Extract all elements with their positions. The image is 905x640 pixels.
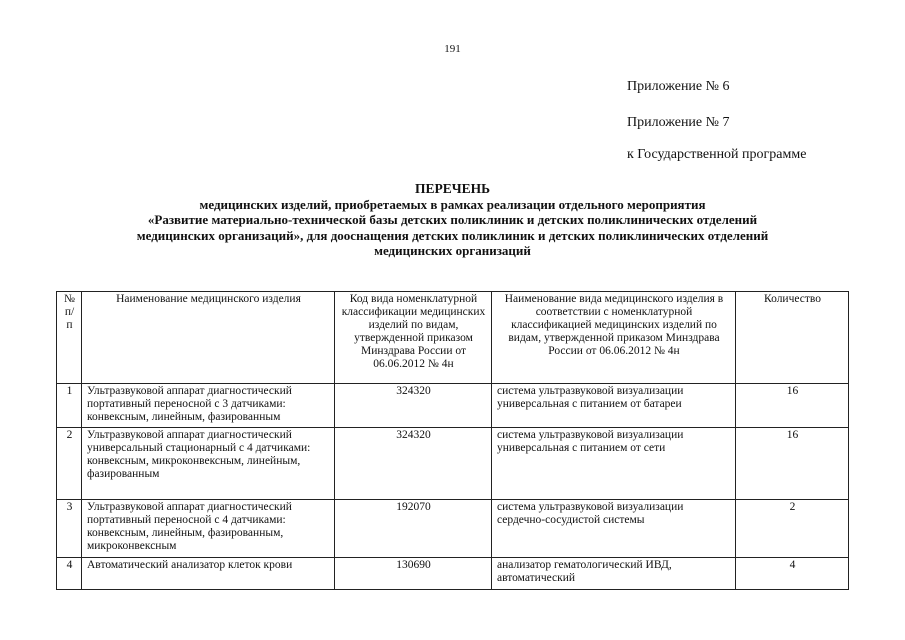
row-num: 4 xyxy=(57,558,82,590)
row-code: 130690 xyxy=(335,558,492,590)
appendix-line-1: Приложение № 6 xyxy=(627,79,730,94)
table-header-row xyxy=(57,292,849,384)
row-type: система ультразвуковой визуализации универсальная с питанием от сети xyxy=(492,428,736,500)
row-code: 324320 xyxy=(335,428,492,500)
header-device-name: Наименование медицинского изделия xyxy=(82,292,335,384)
header-code: Код вида номенклатурной классификации медицинских изделий по видам, утвержденной приказом Минздрава России от 06.06.2012 № 4н xyxy=(335,292,492,384)
title-line-2: «Развитие материально-технической базы детских поликлиник и детских поликлинических отделений xyxy=(147,212,758,227)
title-line-1: медицинских изделий, приобретаемых в рамках реализации отдельного мероприятия xyxy=(199,196,706,212)
row-type: система ультразвуковой визуализации сердечно-сосудистой системы xyxy=(492,500,736,558)
row-quantity: 2 xyxy=(736,500,849,558)
row-code: 324320 xyxy=(335,384,492,428)
row-num: 2 xyxy=(57,428,82,500)
table-row xyxy=(57,558,849,590)
appendix-line-3: к Государственной программе xyxy=(627,147,807,162)
header-num: № п/п xyxy=(57,292,82,384)
devices-table xyxy=(56,291,849,590)
document-title xyxy=(60,181,845,259)
header-type: Наименование вида медицинского изделия в соответствии с номенклатурной классификацией медицинских изделий по видам, утвержденной приказом Минздрава России от 06.06.2012 № 4н xyxy=(492,292,736,384)
title-line-4: медицинских организаций xyxy=(374,243,531,258)
row-type: система ультразвуковой визуализации универсальная с питанием от батареи xyxy=(492,384,736,428)
title-heading: ПЕРЕЧЕНЬ xyxy=(414,181,491,196)
appendix-line-2: Приложение № 7 xyxy=(627,115,730,130)
header-quantity: Количество xyxy=(736,292,849,384)
row-quantity: 16 xyxy=(736,428,849,500)
table-row xyxy=(57,384,849,428)
row-quantity: 4 xyxy=(736,558,849,590)
table-row xyxy=(57,500,849,558)
row-device-name: Ультразвуковой аппарат диагностический портативный переносной с 4 датчиками: конвексным, линейным, фазированным, микроконвексным xyxy=(82,500,335,558)
row-device-name: Ультразвуковой аппарат диагностический универсальный стационарный с 4 датчиками: конвексным, микроконвексным, линейным, фазированным xyxy=(82,428,335,500)
row-num: 3 xyxy=(57,500,82,558)
row-num: 1 xyxy=(57,384,82,428)
row-type: анализатор гематологический ИВД, автоматический xyxy=(492,558,736,590)
row-device-name: Автоматический анализатор клеток крови xyxy=(82,558,335,590)
title-line-3: медицинских организаций», для дооснащения детских поликлиник и детских поликлинических отделений xyxy=(136,227,769,243)
row-quantity: 16 xyxy=(736,384,849,428)
page-number: 191 xyxy=(444,43,461,55)
row-code: 192070 xyxy=(335,500,492,558)
row-device-name: Ультразвуковой аппарат диагностический портативный переносной с 3 датчиками: конвексным, линейным, фазированным xyxy=(82,384,335,428)
table-row xyxy=(57,428,849,500)
